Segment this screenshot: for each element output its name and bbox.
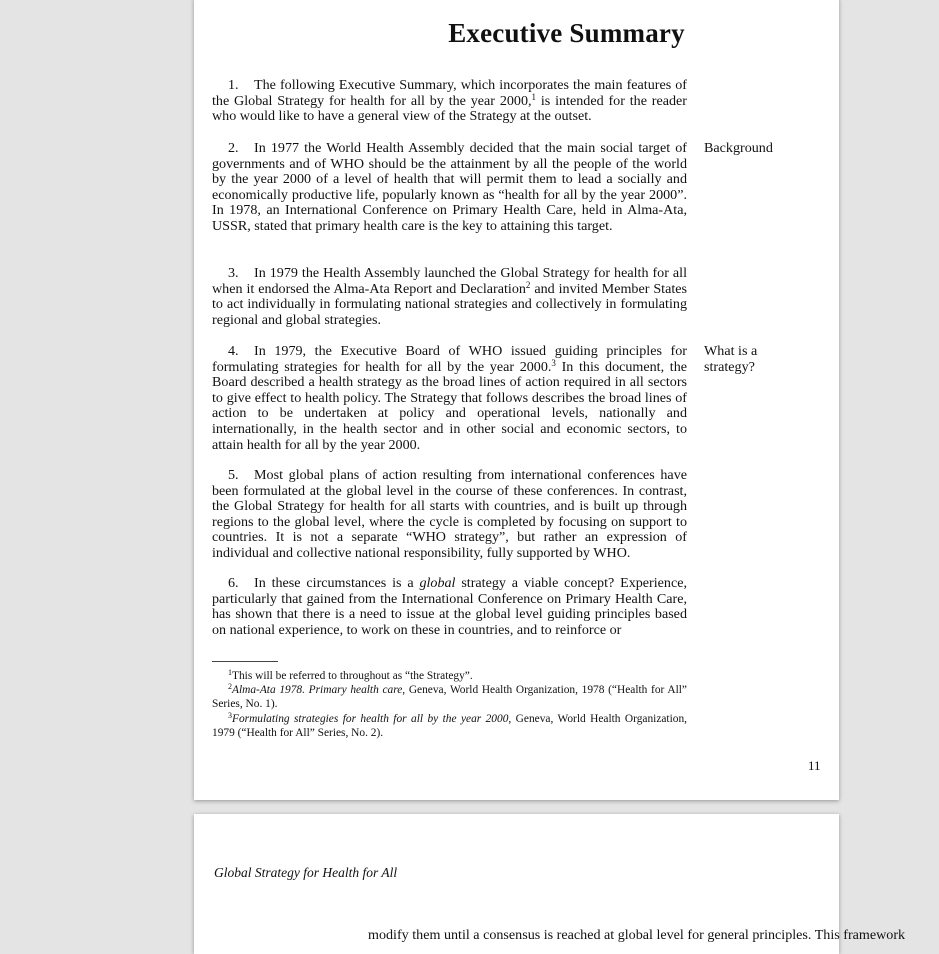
paragraph-number: 1. [228,77,239,93]
footnote-2: $^2$Alma-Ata 1978. Primary health care, Geneva, World Health Organization, 1978 (“Health for All” Series, No. 1). [212,682,687,711]
footnote-1: $^1$This will be referred to throughout as “the Strategy”. [228,668,473,682]
paragraph-number: 2. [228,140,239,156]
margin-note-what-is-a-strategy: What is a strategy? [704,343,758,375]
paragraph-number: 3. [228,265,239,281]
paragraph-number: 4. [228,343,239,359]
footnote-ref[interactable]: 2 [525,279,531,290]
document-page-11 [194,0,839,800]
paragraph-5: 5. Most global plans of action resulting from international conferences have been formulated at the global level in the course of these conferences. In contrast, the Global Strategy for health for all starts with countries, and is built up through regions to the global level, where the cycle is completed by focusing on support to countries. It is not a separate “WHO strategy”, but rather an expression of individual and collective national responsibility, fully supported by WHO. [212,467,687,561]
paragraph-number: 6. [228,575,239,591]
footnote-ref[interactable]: 1 [531,91,537,102]
footnotes [212,669,687,740]
margin-note-background: Background [704,140,773,156]
partial-text-line: modify them until a consensus is reached at global level for general principles. This framework [368,927,906,943]
paragraph-4: 4. In 1979, the Executive Board of WHO issued guiding principles for formulating strategies for health for all by the year 2000.$^3$ In this document, the Board described a health strategy as the broad lines of action required in all sectors to give effect to health policy. The Strategy that follows describes the broad lines of action to be undertaken at policy and operational levels, nationally and internationally, in the health sector and in other social and economic sectors, to attain health for all by the year 2000. [212,343,688,453]
paragraph-6: 6. In these circumstances is a global strategy a viable concept? Experience, particularly that gained from the International Conference on Primary Health Care, has shown that there is a need to issue at the global level guiding principles based on national experience, to work on these in countries, and to reinforce or [212,575,687,638]
paragraph-number: 5. [228,467,239,483]
footnote-ref[interactable]: 3 [551,357,556,368]
footnote-3: $^3$Formulating strategies for health for all by the year 2000, Geneva, World Health Organization, 1979 (“Health for All” Series, No. 2). [212,710,687,739]
paragraph-3: 3. In 1979 the Health Assembly launched the Global Strategy for health for all when it endorsed the Alma-Ata Report and Declaration$^2$ and invited Member States to act individually in formulating national strategies and collectively in formulating regional and global strategies. [212,265,688,328]
page-number: 11 [808,758,821,773]
paragraph-2: 2. In 1977 the World Health Assembly decided that the main social target of governments and of WHO should be the attainment by all the people of the world by the year 2000 of a level of health that will permit them to lead a socially and economically productive life, popularly known as “health for all by the year 2000”. In 1978, an International Conference on Primary Health Care, held in Alma-Ata, USSR, stated that primary health care is the key to attaining this target. [212,140,687,234]
footnote-divider [212,661,278,662]
page-title: Executive Summary [448,18,685,48]
document-page-12 [194,814,906,954]
running-head: Global Strategy for Health for All [214,865,398,880]
paragraph-1: 1. The following Executive Summary, which incorporates the main features of the Global Strategy for health for all by the year 2000,$^1$ is intended for the reader who would like to have a general view of the Strategy at the outset. [212,77,687,125]
